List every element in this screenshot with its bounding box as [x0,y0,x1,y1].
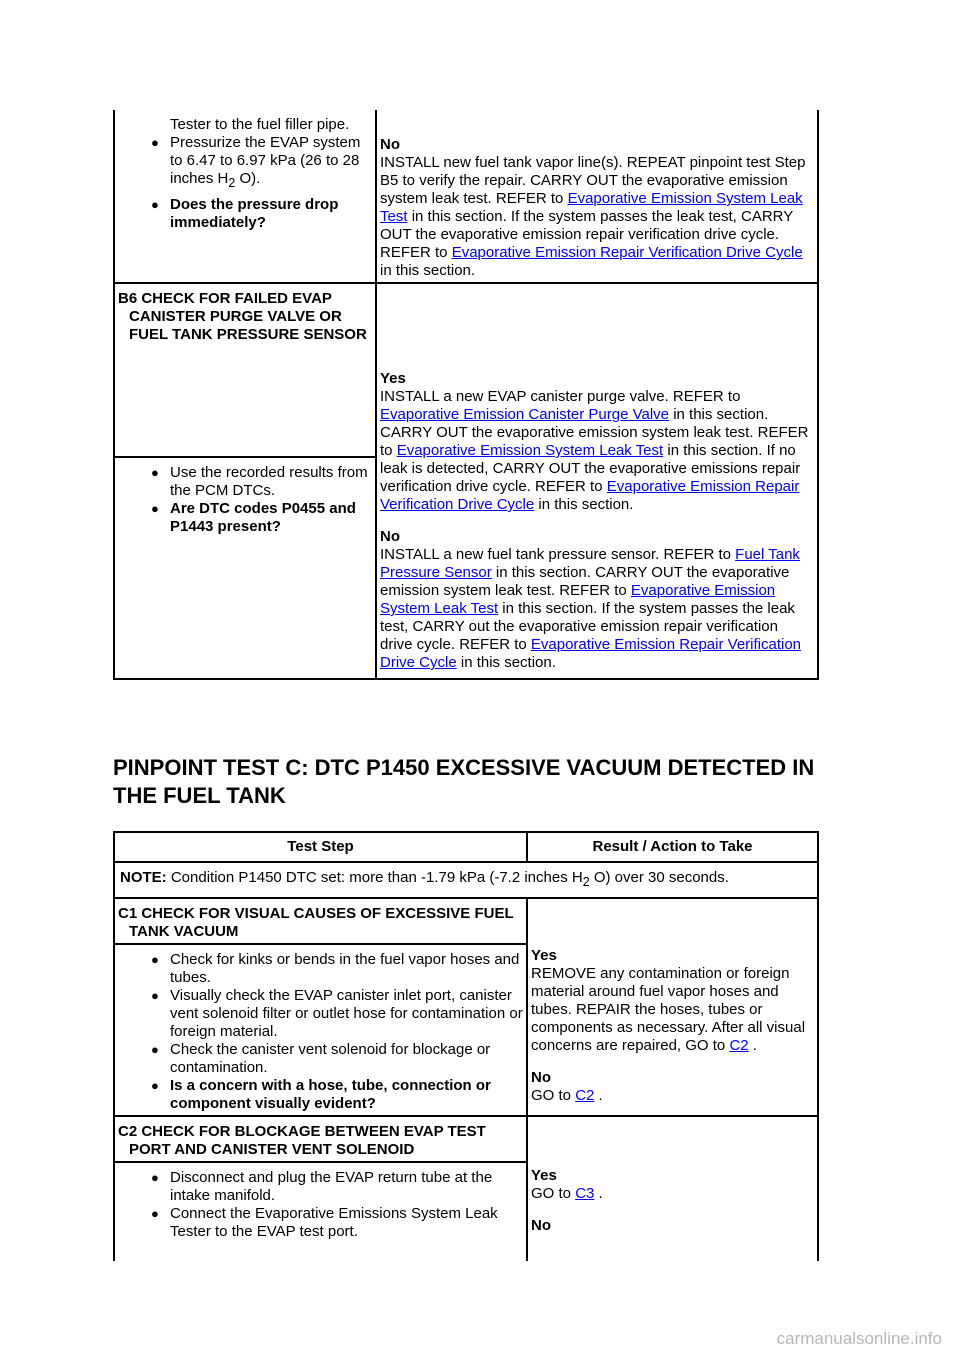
note-cell: NOTE: Condition P1450 DTC set: more than -1.79 kPa (-7.2 inches $H_2$ O) over 30 seconds. [114,862,818,898]
no-label: No [380,136,400,153]
header-result: Result / Action to Take [527,832,818,862]
list-item: ● Does the pressure drop immediately? [170,196,372,232]
watermark: carmanualsonline.info [776,1329,942,1348]
result-cell [376,110,818,283]
result-text: GO to C3 . [531,1185,603,1202]
result-text: INSTALL a new EVAP canister purge valve. REFER to Evaporative Emission Canister Purge Valve in this section. CARRY OUT the evaporative emission system leak test. REFER to Evaporative Emission System Leak Test in this section. If no leak is detected, CARRY OUT the evaporative emissions repair verification drive cycle. REFER to Evaporative Emission Repair Verification Drive Cycle in this section. [380,388,809,513]
test-step-cell [114,1162,527,1261]
step-heading-c2: C2 CHECK FOR BLOCKAGE BETWEEN EVAP TEST PORT AND CANISTER VENT SOLENOID [114,1116,527,1162]
note-label: NOTE: [120,869,167,886]
no-label: No [531,1069,551,1086]
list-item: ● Is a concern with a hose, tube, connection or component visually evident? [170,1077,523,1113]
list-item: ● Check for kinks or bends in the fuel vapor hoses and tubes. [170,951,523,987]
list-item: ● Connect the Evaporative Emissions System Leak Tester to the EVAP test port. [170,1205,523,1241]
evap-leak-test-link[interactable]: Evaporative Emission System Leak Test [380,190,803,225]
evap-drive-cycle-link[interactable]: Evaporative Emission Repair Verification Drive Cycle [380,478,800,513]
list-item: ● Pressurize the EVAP system to 6.47 to 6.97 kPa (26 to 28 inches $H_2$ O). [170,134,372,192]
list-item: ● Disconnect and plug the EVAP return tube at the intake manifold. [170,1169,523,1205]
list-item: Tester to the fuel filler pipe. [170,116,350,133]
test-step-cell [114,944,527,1116]
goto-c2-link[interactable]: C2 [575,1087,595,1104]
table-row [114,1116,818,1162]
yes-label: Yes [531,1167,557,1184]
evap-drive-cycle-link[interactable]: Evaporative Emission Repair Verification Drive Cycle [380,636,802,671]
table-row [114,862,818,898]
purge-valve-link[interactable]: Evaporative Emission Canister Purge Valve [380,406,670,423]
table-row [114,898,818,944]
evap-leak-test-link[interactable]: Evaporative Emission System Leak Test [380,582,776,617]
no-label: No [531,1217,551,1234]
step-heading-c1: C1 CHECK FOR VISUAL CAUSES OF EXCESSIVE FUEL TANK VACUUM [114,898,527,944]
result-cell [376,283,818,679]
goto-c3-link[interactable]: C3 [575,1185,595,1202]
pinpoint-test-c-table [113,831,819,1261]
section-title: PINPOINT TEST C: DTC P1450 EXCESSIVE VACUUM DETECTED IN THE FUEL TANK [113,755,815,808]
list-item: ● Check the canister vent solenoid for blockage or contamination. [170,1041,523,1077]
table-row [114,283,818,457]
yes-label: Yes [531,947,557,964]
step-heading-b6: B6 CHECK FOR FAILED EVAP CANISTER PURGE VALVE OR FUEL TANK PRESSURE SENSOR [114,283,376,457]
test-step-cell [114,457,376,679]
pressure-sensor-link[interactable]: Fuel Tank Pressure Sensor [380,546,800,581]
evap-drive-cycle-link[interactable]: Evaporative Emission Repair Verification Drive Cycle [451,244,803,261]
result-text: GO to C2 . [531,1087,603,1104]
result-text: REMOVE any contamination or foreign material around fuel vapor hoses and tubes. REPAIR the hoses, tubes or components as necessary. After all visual concerns are repaired, GO to C2 . [531,965,806,1054]
list-item: ● Use the recorded results from the PCM DTCs. [170,464,372,500]
yes-label: Yes [380,370,406,387]
header-test-step: Test Step [114,832,527,862]
goto-c2-link[interactable]: C2 [729,1037,749,1054]
no-label: No [380,528,400,545]
table-header-row [114,832,818,862]
test-step-cell [114,110,376,283]
result-text: INSTALL a new fuel tank pressure sensor. REFER to Fuel Tank Pressure Sensor in this section. CARRY OUT the evaporative emission system leak test. REFER to Evaporative Emission System Leak Test in this section. If the system passes the leak test, CARRY out the evaporative emission repair verification drive cycle. REFER to Evaporative Emission Repair Verification Drive Cycle in this section. [380,546,802,671]
result-cell [527,1116,818,1261]
result-cell [527,898,818,1116]
result-text: INSTALL new fuel tank vapor line(s). REPEAT pinpoint test Step B5 to verify the repair. CARRY OUT the evaporative emission system leak test. REFER to Evaporative Emission System Leak Test in this section. If the system passes the leak test, CARRY OUT the evaporative emission repair verification drive cycle. REFER to Evaporative Emission Repair Verification Drive Cycle in this section. [380,154,806,279]
evap-leak-test-link[interactable]: Evaporative Emission System Leak Test [396,442,664,459]
list-item: ● Are DTC codes P0455 and P1443 present? [170,500,372,536]
table-row [114,110,818,283]
list-item: ● Visually check the EVAP canister inlet port, canister vent solenoid filter or outlet hose for contamination or foreign material. [170,987,523,1041]
pinpoint-test-b-table [113,110,819,680]
